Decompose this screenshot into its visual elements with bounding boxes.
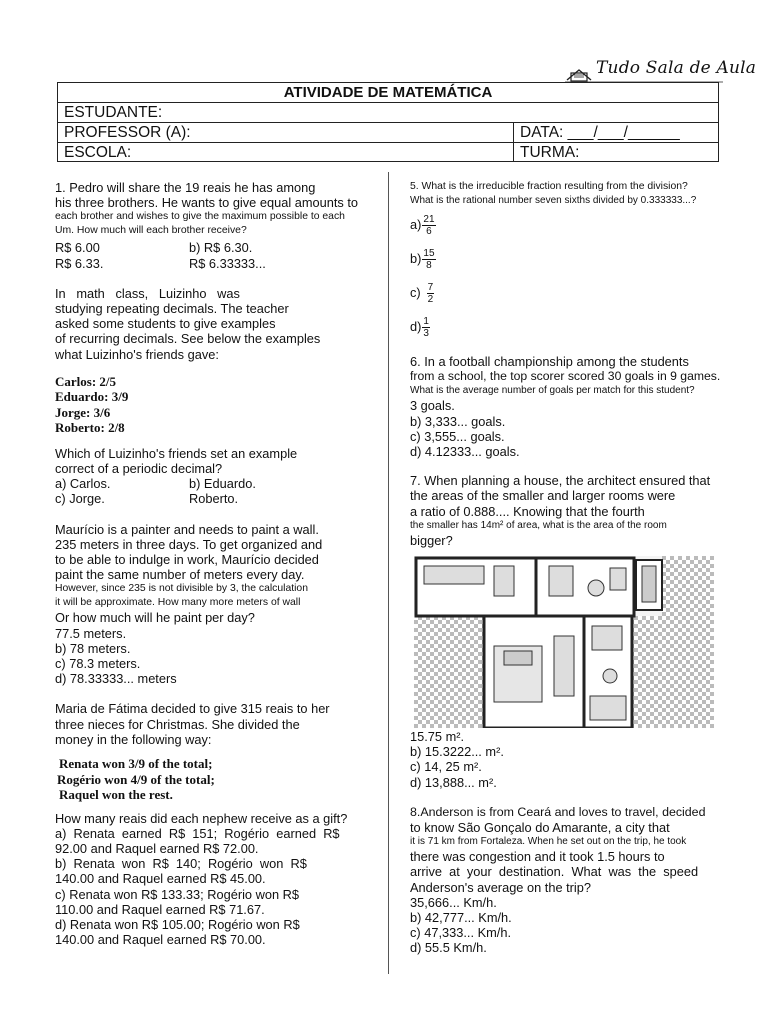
date-field-label: DATA: ___/___/______ (520, 124, 680, 141)
option-c[interactable] (410, 276, 725, 310)
left-column (55, 180, 385, 947)
question-2 (55, 286, 385, 507)
option-d[interactable]: Roberto. (189, 491, 239, 507)
question-text: a ratio of 0.888.... Knowing that the fourth (410, 503, 645, 519)
denominator: 6 (426, 225, 432, 237)
question-4 (55, 701, 385, 947)
question-1 (55, 180, 385, 271)
example-item: Eduardo: 3/9 (55, 389, 129, 405)
question-text: it will be approximate. How many more meters of wall (55, 597, 301, 609)
option-label: b) (410, 251, 422, 267)
question-text: 5. What is the irreducible fraction resulting from the division? (410, 181, 688, 192)
option-d[interactable]: d) 4.12333... goals. (410, 444, 520, 460)
student-field-label: ESTUDANTE: (64, 104, 163, 121)
numerator: 7 (427, 281, 434, 293)
right-column (410, 180, 725, 548)
student-row (58, 102, 718, 123)
options-row (55, 491, 385, 506)
options-row (55, 240, 385, 255)
question-text: 7. When planning a house, the architect ensured that (410, 473, 711, 489)
fraction (422, 214, 435, 237)
fraction (427, 282, 435, 305)
option-a[interactable]: a) Renata earned R$ 151; Rogério earned R$ (55, 825, 340, 841)
question-text: from a school, the top scorer scored 30 goals in 9 games. (410, 369, 721, 384)
question-8 (410, 805, 725, 956)
question-text: Which of Luizinho's friends set an example (55, 445, 298, 461)
page-title: ATIVIDADE DE MATEMÁTICA (283, 84, 493, 101)
fraction (422, 248, 435, 271)
example-item: Jorge: 3/6 (55, 404, 111, 420)
question-text: Anderson's average on the trip? (410, 879, 592, 895)
question-text: money in the following way: (55, 731, 212, 747)
option-c[interactable]: R$ 6.33. (55, 255, 104, 271)
header-table (57, 82, 719, 162)
question-6 (410, 354, 725, 459)
option-d-cont: 140.00 and Raquel earned R$ 70.00. (55, 932, 266, 948)
option-b[interactable] (410, 242, 725, 276)
question-text: the smaller has 14m² of area, what is the area of the room (410, 519, 667, 531)
question-text: there was congestion and it took 1.5 hours to (410, 849, 665, 865)
option-c[interactable]: c) 3,555... goals. (410, 428, 505, 444)
question-text: to be able to indulge in work, Maurício decided (55, 552, 319, 568)
option-b[interactable]: b) 42,777... Km/h. (410, 910, 512, 926)
school-row (58, 142, 718, 162)
question-text: it is 71 km from Fortaleza. When he set out on the trip, he took (410, 836, 687, 848)
question-text: Or how much will he paint per day? (55, 610, 255, 626)
question-text: correct of a periodic decimal? (55, 461, 223, 477)
teacher-field-label: PROFESSOR (A): (64, 124, 191, 141)
question-text: arrive at your destination. What was the speed (410, 864, 699, 880)
option-c[interactable]: c) Renata won R$ 133.33; Rogério won R$ (55, 886, 299, 902)
numerator: 21 (423, 213, 435, 225)
question-7 (410, 473, 725, 548)
question-5 (410, 180, 725, 344)
option-a[interactable]: a) Carlos. (55, 476, 111, 492)
option-c[interactable]: c) 78.3 meters. (55, 656, 141, 672)
option-b[interactable]: b) Eduardo. (189, 476, 256, 492)
option-a[interactable]: 77.5 meters. (55, 625, 127, 641)
question-text: each brother and wishes to give the maximum possible to each (55, 211, 345, 223)
option-c[interactable]: c) Jorge. (55, 491, 105, 507)
fraction (422, 316, 430, 339)
option-label: d) (410, 319, 422, 335)
share-item: Renata won 3/9 of the total; (59, 756, 213, 772)
share-item: Raquel won the rest. (59, 787, 173, 803)
option-b[interactable]: b) R$ 6.30. (189, 240, 253, 256)
option-d[interactable]: d) 55.5 Km/h. (410, 940, 487, 956)
question-text: What is the average number of goals per match for this student? (410, 385, 695, 397)
denominator: 8 (426, 259, 432, 271)
question-text: bigger? (410, 532, 453, 548)
question-text: to know São Gonçalo do Amarante, a city that (410, 820, 670, 836)
option-label: c) (410, 285, 421, 301)
option-c-cont: 110.00 and Raquel earned R$ 71.67. (55, 901, 265, 917)
question-text: three nieces for Christmas. She divided the (55, 716, 300, 732)
denominator: 3 (423, 327, 429, 339)
option-d[interactable]: d) 13,888... m². (410, 774, 497, 790)
header-divider (513, 122, 514, 161)
question-7-options (410, 729, 725, 790)
question-text: 8.Anderson is from Ceará and loves to travel, decided (410, 804, 706, 819)
option-d[interactable]: d) Renata won R$ 105.00; Rogério won R$ (55, 917, 300, 932)
options-row (55, 256, 385, 271)
brand-logo-text: Tudo Sala de Aula (596, 58, 757, 78)
option-b-cont: 140.00 and Raquel earned R$ 45.00. (55, 871, 266, 887)
question-text: of recurring decimals. See below the examples (55, 331, 321, 347)
question-text: studying repeating decimals. The teacher (55, 301, 289, 317)
question-text: the areas of the smaller and larger rooms were (410, 488, 676, 504)
option-d[interactable]: R$ 6.33333... (189, 255, 266, 271)
option-c[interactable]: c) 47,333... Km/h. (410, 925, 512, 941)
example-item: Carlos: 2/5 (55, 373, 117, 389)
question-3 (55, 522, 385, 687)
numerator: 1 (423, 315, 429, 327)
option-b[interactable]: b) 78 meters. (55, 640, 131, 656)
option-a[interactable]: 3 goals. (410, 398, 455, 414)
option-a-cont: 92.00 and Raquel earned R$ 72.00. (55, 840, 259, 856)
question-text: How many reais did each nephew receive as a gift? (55, 810, 348, 826)
question-text: paint the same number of meters every day. (55, 567, 305, 583)
option-d[interactable] (410, 310, 725, 344)
question-text: 1. Pedro will share the 19 reais he has among (55, 180, 316, 195)
question-text: his three brothers. He wants to give equal amounts to (55, 195, 359, 211)
question-text: Maurício is a painter and needs to paint a wall. (55, 521, 319, 537)
question-text: 235 meters in three days. To get organized and (55, 536, 323, 552)
question-text: Um. How much will each brother receive? (55, 225, 247, 237)
question-text: 6. In a football championship among the students (410, 354, 689, 369)
option-b[interactable]: b) Renata won R$ 140; Rogério won R$ (55, 856, 307, 872)
option-d[interactable]: d) 78.33333... meters (55, 671, 177, 687)
option-a[interactable]: 15.75 m². (410, 729, 465, 744)
column-divider (388, 172, 389, 974)
option-b[interactable]: b) 3,333... goals. (410, 413, 506, 429)
option-a[interactable]: 35,666... Km/h. (410, 894, 497, 910)
share-item: Rogério won 4/9 of the total; (57, 771, 215, 787)
option-b[interactable]: b) 15.3222... m². (410, 744, 504, 760)
example-item: Roberto: 2/8 (55, 420, 125, 436)
question-text: asked some students to give examples (55, 316, 276, 332)
question-text: what Luizinho's friends gave: (55, 346, 219, 362)
question-text: What is the rational number seven sixths divided by 0.333333...? (410, 195, 697, 206)
teacher-row (58, 122, 718, 143)
school-field-label: ESCOLA: (64, 144, 132, 161)
options-row (55, 476, 385, 491)
floor-plan-image (414, 556, 714, 728)
question-text: In math class, Luizinho was (55, 285, 240, 301)
right-column-lower (410, 729, 725, 956)
option-label: a) (410, 217, 422, 233)
question-text: Maria de Fátima decided to give 315 reais to her (55, 701, 330, 717)
question-text: However, since 235 is not divisible by 3, the calculation (55, 583, 308, 595)
option-a[interactable]: R$ 6.00 (55, 240, 100, 256)
denominator: 2 (427, 293, 434, 305)
numerator: 15 (423, 247, 435, 259)
option-a[interactable] (410, 208, 725, 242)
option-c[interactable]: c) 14, 25 m². (410, 759, 482, 775)
class-field-label: TURMA: (520, 144, 580, 161)
